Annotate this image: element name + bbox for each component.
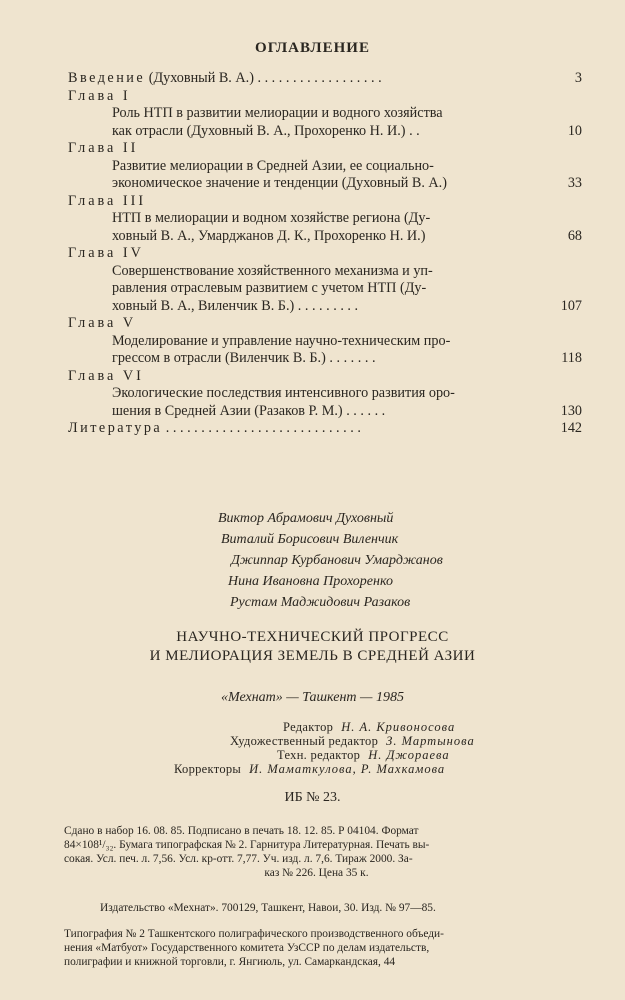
toc-chapter-label: Глава III xyxy=(68,192,147,209)
staff-row xyxy=(174,762,445,777)
toc-chapter-label: Глава IV xyxy=(68,245,144,261)
printer-line: Типография № 2 Ташкентского полиграфического производственного объеди- xyxy=(64,928,444,940)
toc-intro-authors: (Духовный В. А.) xyxy=(148,70,254,86)
toc-entry-page: 68 xyxy=(567,227,582,244)
staff-name: Н. А. Кривоносова xyxy=(341,720,456,734)
author-name: Джиппар Курбанович Умарджанов xyxy=(231,553,443,568)
staff-role: Техн. редактор xyxy=(277,748,361,762)
toc-intro xyxy=(68,70,588,88)
author-name: Нина Ивановна Прохоренко xyxy=(228,574,393,589)
toc-chapter-entry xyxy=(68,158,588,193)
book-title xyxy=(0,628,625,666)
toc-literature-page: 142 xyxy=(560,420,582,436)
toc-chapter-label: Глава VI xyxy=(68,367,144,384)
publisher-line: «Мехнат» — Ташкент — 1985 xyxy=(221,690,404,705)
imprint-line: сокая. Усл. печ. л. 7,56. Усл. кр-отт. 7,77. Уч. изд. л. 7,6. Тираж 2000. За- xyxy=(64,853,413,865)
toc-entry-line: Моделирование и управление научно-техническим про- xyxy=(112,332,451,349)
toc-chapter-entry xyxy=(68,333,588,368)
toc-chapter-entry xyxy=(68,105,588,140)
toc-entry-page: 10 xyxy=(567,122,582,139)
staff-name: И. Маматкулова, Р. Махкамова xyxy=(249,762,446,776)
toc-entry-line: Совершенствование хозяйственного механизма и уп- xyxy=(112,262,433,279)
staff-name: Н. Джораева xyxy=(368,748,450,762)
toc-literature-dots: . . . . . . . . . . . . . . . . . . . . . . . . . . . . xyxy=(165,420,361,436)
staff-row xyxy=(283,720,455,735)
toc-entry-page: 107 xyxy=(560,297,582,314)
toc-chapter-entry xyxy=(68,385,588,420)
toc-title: ОГЛАВЛЕНИЕ xyxy=(255,40,370,56)
ib-number: ИБ № 23. xyxy=(284,790,341,805)
toc-entry-line: ховный В. А., Умарджанов Д. К., Прохоренко Н. И.) xyxy=(112,227,426,244)
toc-intro-label: Введение xyxy=(68,70,146,86)
toc-chapter-entry xyxy=(68,263,588,316)
toc-entry-line: экономическое значение и тенденции (Духовный В. А.) xyxy=(112,175,447,191)
imprint-line: каз № 226. Цена 35 к. xyxy=(264,867,369,879)
staff-row xyxy=(277,748,450,763)
table-of-contents xyxy=(68,70,588,438)
imprint-block xyxy=(64,824,569,880)
toc-literature-label: Литература xyxy=(68,420,163,436)
book-title-line: НАУЧНО-ТЕХНИЧЕСКИЙ ПРОГРЕСС xyxy=(176,629,449,645)
toc-entry-line: Роль НТП в развитии мелиорации и водного хозяйства xyxy=(112,105,443,121)
printer-line: нения «Матбуот» Государственного комитета УзССР по делам издательств, xyxy=(64,942,430,954)
toc-chapter-label: Глава II xyxy=(68,140,139,156)
staff-role: Художественный редактор xyxy=(230,734,379,748)
toc-entry-line: ховный В. А., Виленчик В. Б.) . . . . . . . . . xyxy=(112,297,359,314)
toc-entry-line: грессом в отрасли (Виленчик В. Б.) . . . . . . . xyxy=(112,350,376,366)
toc-entry-page: 33 xyxy=(567,175,582,191)
toc-entry-line: как отрасли (Духовный В. А., Прохоренко Н. И.) . . xyxy=(112,122,420,139)
toc-intro-dots: . . . . . . . . . . . . . . . . . . xyxy=(257,70,382,86)
toc-entry-page: 118 xyxy=(561,350,582,366)
toc-chapter-label: Глава V xyxy=(68,315,137,331)
toc-entry-line: шения в Средней Азии (Разаков Р. М.) . . . . . . xyxy=(112,402,386,419)
staff-role: Редактор xyxy=(283,720,334,734)
toc-literature xyxy=(68,420,588,438)
toc-intro-page: 3 xyxy=(574,70,582,86)
toc-entry-line: Экологические последствия интенсивного развития оро- xyxy=(112,385,455,401)
staff-row xyxy=(230,734,475,749)
toc-entry-line: равления отраслевым развитием с учетом НТП (Ду- xyxy=(112,280,427,296)
imprint-line: 84×108¹/₃₂. Бумага типографская № 2. Гарнитура Литературная. Печать вы- xyxy=(64,839,430,851)
toc-chapter-entry xyxy=(68,210,588,245)
staff-name: З. Мартынова xyxy=(386,734,475,748)
staff-role: Корректоры xyxy=(174,762,242,776)
toc-entry-line: Развитие мелиорации в Средней Азии, ее социально- xyxy=(112,157,434,174)
toc-entry-line: НТП в мелиорации и водном хозяйстве региона (Ду- xyxy=(112,210,431,226)
toc-chapter-label: Глава I xyxy=(68,87,131,104)
author-name: Рустам Маджидович Разаков xyxy=(230,595,411,610)
toc-entry-page: 130 xyxy=(560,402,582,419)
author-name: Виталий Борисович Виленчик xyxy=(221,532,399,547)
author-name: Виктор Абрамович Духовный xyxy=(218,511,394,526)
printer-line: полиграфии и книжной торговли, г. Янгиюль, ул. Самаркандская, 44 xyxy=(64,956,396,968)
printer-info xyxy=(64,927,564,969)
imprint-line: Сдано в набор 16. 08. 85. Подписано в печать 18. 12. 85. Р 04104. Формат xyxy=(64,825,419,837)
publishing-house: Издательство «Мехнат». 700129, Ташкент, Навои, 30. Изд. № 97—85. xyxy=(100,902,436,914)
book-title-line: И МЕЛИОРАЦИЯ ЗЕМЕЛЬ В СРЕДНЕЙ АЗИИ xyxy=(149,648,476,664)
